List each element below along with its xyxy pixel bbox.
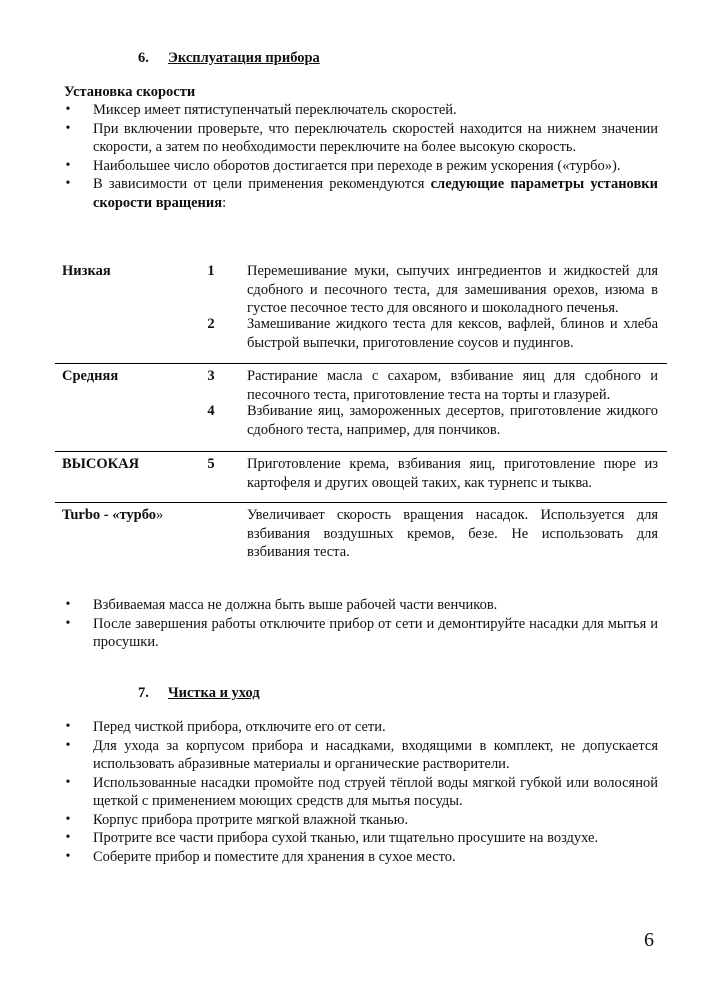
speed-description: Увеличивает скорость вращения насадок. Используется для взбивания воздушных кремов, безе. Не использовать для взбивания теста. (247, 507, 658, 560)
bullet-icon: • (65, 102, 71, 117)
table-divider (55, 451, 667, 452)
list-item: • После завершения работы отключите прибор от сети и демонтируйте насадки для мытья и просушки. (58, 615, 658, 652)
speed-setup-list (58, 101, 658, 212)
section-number: 7. (138, 685, 149, 701)
list-item: • Наибольшее число оборотов достигается при переходе в режим ускорения («турбо»). (58, 157, 658, 176)
table-divider (55, 502, 667, 503)
speed-number: 2 (207, 316, 215, 332)
list-item: • Миксер имеет пятиступенчатый переключатель скоростей. (58, 101, 658, 120)
list-item: • Перед чисткой прибора, отключите его от сети. (58, 718, 658, 737)
speed-description: Приготовление крема, взбивания яиц, приготовление пюре из картофеля и других овощей таких, как турнепс и тыква. (247, 456, 658, 491)
page-number: 6 (644, 929, 654, 951)
table-divider (55, 363, 667, 364)
bullet-icon: • (65, 719, 71, 734)
care-list (58, 718, 658, 866)
list-item: • В зависимости от цели применения рекомендуются следующие параметры установки скорости вращения: (58, 175, 658, 212)
bullet-icon: • (65, 597, 71, 612)
bullet-icon: • (65, 811, 71, 827)
section-title: Эксплуатация прибора (168, 50, 320, 66)
speed-level-label: Низкая (62, 263, 111, 279)
speed-number: 5 (207, 456, 215, 472)
speed-number: 1 (207, 263, 215, 279)
bullet-icon: • (65, 120, 71, 136)
list-item: • Взбиваемая масса не должна быть выше рабочей части венчиков. (58, 596, 658, 615)
bullet-icon: • (65, 848, 71, 864)
bullet-icon: • (65, 615, 71, 631)
speed-description: Взбивание яиц, замороженных десертов, приготовление жидкого сдобного теста, например, для пончиков. (247, 403, 658, 438)
bullet-icon: • (65, 737, 71, 753)
speed-level-label: Средняя (62, 368, 119, 384)
list-item: • Использованные насадки промойте под струей тёплой воды мягкой губкой или волосяной щеткой с применением моющих средств для мытья посуды. (58, 774, 658, 811)
usage-notes-list (58, 596, 658, 652)
list-item: • При включении проверьте, что переключатель скоростей находится на нижнем значении скорости, а затем по необходимости переключите на более высокую скорость. (58, 120, 658, 157)
speed-description: Растирание масла с сахаром, взбивание яиц для сдобного и песочного теста, приготовление теста на торты и глазурей. (247, 368, 658, 403)
bullet-icon: • (65, 157, 71, 173)
speed-description: Перемешивание муки, сыпучих ингредиентов и жидкостей для сдобного и песочного теста, для замешивания орехов, изюма в густое песочное тесто для овсяного и шоколадного печенья. (247, 263, 658, 316)
list-item: • Для ухода за корпусом прибора и насадками, входящими в комплект, не допускается использовать абразивные материалы и органические растворители. (58, 737, 658, 774)
bullet-icon: • (65, 176, 71, 191)
bullet-icon: • (65, 774, 71, 790)
list-item: • Корпус прибора протрите мягкой влажной тканью. (58, 811, 658, 830)
speed-number: 3 (207, 368, 215, 384)
speed-level-label: ВЫСОКАЯ (62, 456, 140, 472)
section-number: 6. (138, 50, 149, 66)
bold-phrase: следующие параметры установки скорости вращения (93, 176, 658, 211)
section-6-heading (138, 49, 320, 68)
speed-description: Замешивание жидкого теста для кексов, вафлей, блинов и хлеба быстрой выпечки, приготовление соусов и пудингов. (247, 316, 658, 351)
speed-number: 4 (207, 403, 215, 419)
list-item: • Соберите прибор и поместите для хранения в сухое место. (58, 848, 658, 867)
list-item: • Протрите все части прибора сухой тканью, или тщательно просушите на воздухе. (58, 829, 658, 848)
speed-level-label: Turbo - «турбо» (62, 507, 164, 523)
bullet-icon: • (65, 830, 71, 845)
section-title: Чистка и уход (168, 685, 260, 701)
section-7-heading (138, 684, 260, 703)
speed-setup-heading: Установка скорости (64, 84, 196, 100)
